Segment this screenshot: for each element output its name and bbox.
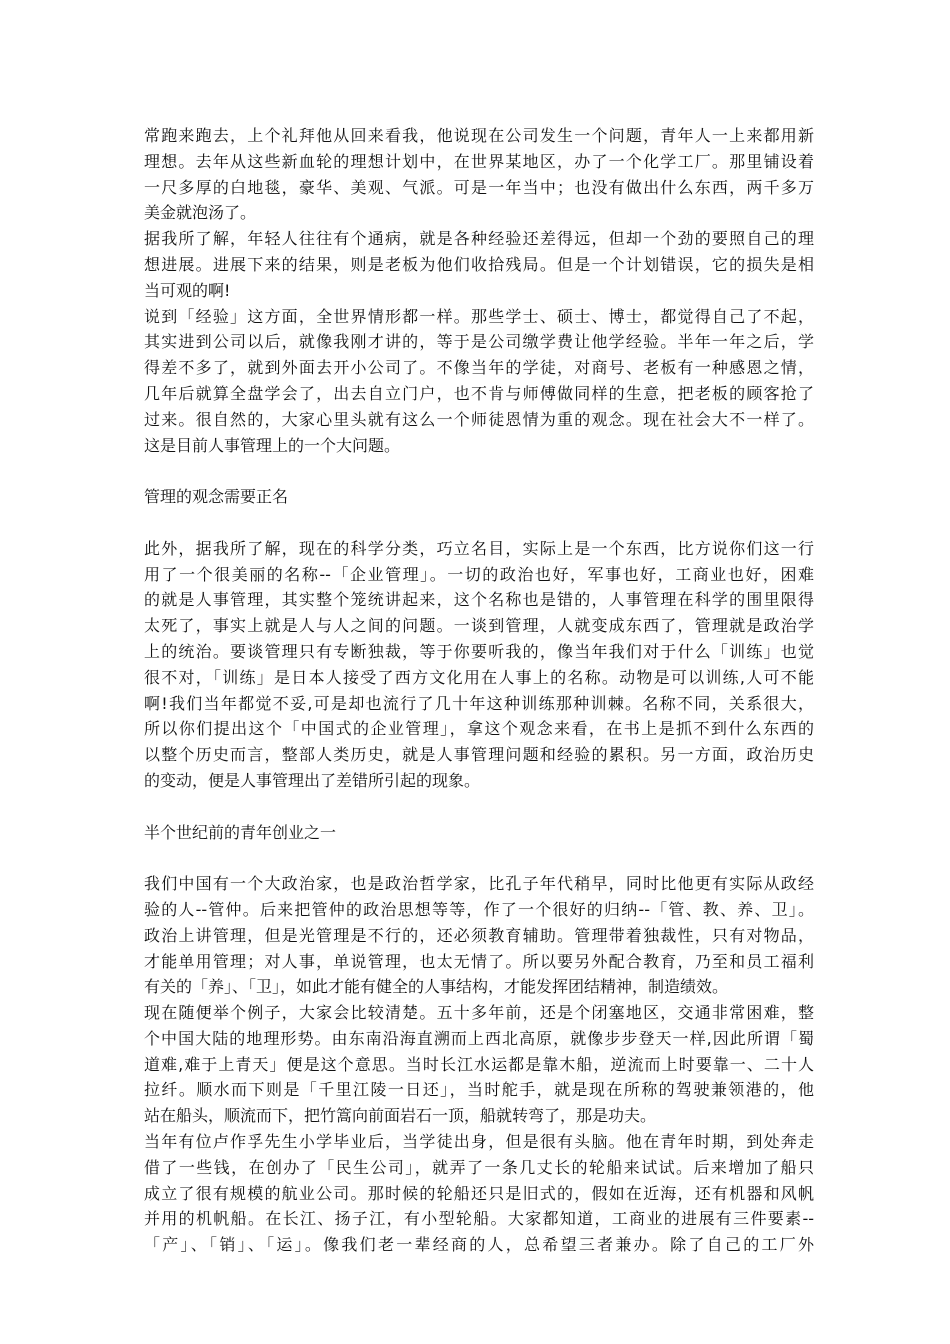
text-line: 以整个历史而言，整部人类历史，就是人事管理问题和经验的累积。另一方面，政治历史 [144, 745, 814, 765]
text-line: 站在船头，顺流而下，把竹篙向前面岩石一顶，船就转弯了，那是功夫。 [144, 1106, 657, 1126]
text-line: 才能单用管理；对人事，单说管理，也太无情了。所以要另外配合教育，乃至和员工福利 [144, 951, 814, 971]
text-line: 很不对，「训练」是日本人接受了西方文化用在人事上的名称。动物是可以训练,人可不能 [144, 667, 814, 687]
text-line: 验的人--管仲。后来把管仲的政治思想等等，作了一个很好的归纳--「管、教、养、卫」。 [144, 899, 814, 919]
text-line: 的变动，便是人事管理出了差错所引起的现象。 [144, 770, 481, 790]
text-line: 「产」、「销」、「运」。像我们老一辈经商的人，总希望三者兼办。除了自己的工厂外 [144, 1235, 814, 1255]
text-line: 此外，据我所了解，现在的科学分类，巧立名目，实际上是一个东西，比方说你们这一行 [144, 538, 814, 558]
text-line: 理想。去年从这些新血轮的理想计划中，在世界某地区，办了一个化学工厂。那里铺设着 [144, 151, 814, 171]
text-line: 这是目前人事管理上的一个大问题。 [144, 435, 401, 455]
text-line: 政治上讲管理，但是光管理是不行的，还必须教育辅助。管理带着独裁性，只有对物品， [144, 925, 814, 945]
text-line: 拉纤。顺水而下则是「千里江陵一日还」，当时舵手，就是现在所称的驾驶兼领港的，他 [144, 1080, 814, 1100]
section-heading-youth-entrepreneurship: 半个世纪前的青年创业之一 [144, 822, 337, 842]
blank-line [144, 458, 814, 484]
text-line: 得差不多了，就到外面去开小公司了。不像当年的学徒，对商号、老板有一种感恩之情， [144, 358, 814, 378]
text-line: 并用的机帆船。在长江、扬子江，有小型轮船。大家都知道，工商业的进展有三件要素-- [144, 1209, 814, 1229]
text-line: 当可观的啊! [144, 280, 231, 300]
text-line: 成立了很有规模的航业公司。那时候的轮船还只是旧式的，假如在近海，还有机器和风帆 [144, 1183, 814, 1203]
text-line: 说到「经验」这方面，全世界情形都一样。那些学士、硕士、博士，都觉得自己了不起， [144, 306, 814, 326]
text-line: 太死了，事实上就是人与人之间的问题。一谈到管理，人就变成东西了，管理就是政治学 [144, 616, 814, 636]
text-line: 当年有位卢作孚先生小学毕业后，当学徒出身，但是很有头脑。他在青年时期，到处奔走 [144, 1132, 814, 1152]
text-line: 过来。很自然的，大家心里头就有这么一个师徒恩情为重的观念。现在社会大不一样了。 [144, 409, 814, 429]
blank-line [144, 845, 814, 871]
section-heading-management-concept: 管理的观念需要正名 [144, 487, 289, 507]
text-line: 的就是人事管理，其实整个笼统讲起来，这个名称也是错的，人事管理在科学的围里限得 [144, 590, 814, 610]
text-line: 据我所了解，年轻人往往有个通病，就是各种经验还差得远，但却一个劲的要照自己的理 [144, 229, 814, 249]
document-body [144, 123, 814, 1258]
text-line: 个中国大陆的地理形势。由东南沿海直溯而上西北高原，就像步步登天一样,因此所谓「蜀 [144, 1028, 814, 1048]
blank-line [144, 794, 814, 820]
text-line: 一尺多厚的白地毯，豪华、美观、气派。可是一年当中；也没有做出什么东西，两千多万 [144, 177, 814, 197]
text-line: 想进展。进展下来的结果，则是老板为他们收拾残局。但是一个计划错误，它的损失是相 [144, 254, 814, 274]
text-line: 现在随便举个例子，大家会比较清楚。五十多年前，还是个闭塞地区，交通非常困难，整 [144, 1003, 814, 1023]
text-line: 常跑来跑去，上个礼拜他从回来看我，他说现在公司发生一个问题，青年人一上来都用新 [144, 126, 814, 145]
blank-line [144, 510, 814, 536]
text-line: 我们中国有一个大政治家，也是政治哲学家，比孔子年代稍早，同时比他更有实际从政经 [144, 874, 814, 894]
text-line: 其实进到公司以后，就像我刚才讲的，等于是公司缴学费让他学经验。半年一年之后，学 [144, 332, 814, 352]
text-line: 美金就泡汤了。 [144, 203, 257, 223]
text-line: 有关的「养」、「卫」，如此才能有健全的人事结构，才能发挥团结精神，制造绩效。 [144, 977, 729, 997]
text-line: 几年后就算全盘学会了，出去自立门户，也不肯与师傅做同样的生意，把老板的顾客抢了 [144, 383, 814, 403]
text-line: 所以你们提出这个「中国式的企业管理」，拿这个观念来看，在书上是抓不到什么东西的 [144, 719, 814, 739]
text-line: 上的统治。要谈管理只有专断独裁，等于你要听我的，像当年我们对于什么「训练」也觉 [144, 641, 814, 661]
text-line: 啊!我们当年都觉不妥,可是却也流行了几十年这种训练那种训棘。名称不同，关系很大， [144, 693, 814, 713]
text-line: 道难,难于上青天」便是这个意思。当时长江水运都是靠木船，逆流而上时要靠一、二十人 [144, 1054, 814, 1074]
text-line: 借了一些钱，在创办了「民生公司」，就弄了一条几丈长的轮船来试试。后来增加了船只 [144, 1157, 814, 1177]
text-line: 用了一个很美丽的名称--「企业管理」。一切的政治也好，军事也好，工商业也好，困难 [144, 564, 814, 584]
